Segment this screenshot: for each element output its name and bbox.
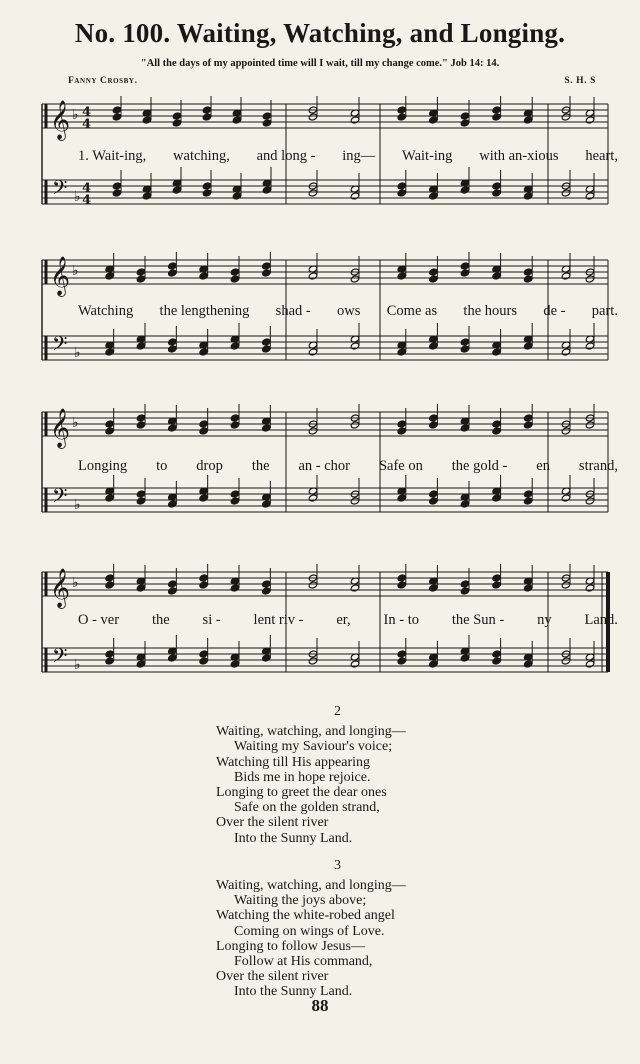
note-head: [397, 494, 406, 502]
note-head: [397, 581, 406, 589]
note-head: [350, 116, 359, 124]
lyrics-line-3: [78, 458, 618, 475]
note-head: [136, 275, 145, 283]
lyric-syllable: Land.: [584, 612, 618, 628]
note-head: [262, 186, 271, 194]
note-head: [172, 186, 181, 194]
note-head: [350, 275, 359, 283]
note-head: [199, 427, 208, 435]
note-head: [262, 269, 271, 277]
flat-icon: ♭: [74, 657, 81, 673]
verse-number: 2: [334, 704, 341, 719]
lyric-syllable: and long -: [256, 148, 316, 164]
lyric-syllable: Watching: [78, 303, 134, 319]
verse-line: Waiting, watching, and longing—: [216, 878, 406, 894]
note-head: [492, 581, 501, 589]
note-head: [199, 657, 208, 665]
tune-credit: S. H. S: [564, 76, 596, 86]
verse-line: Waiting my Saviour's voice;: [234, 739, 393, 755]
note-head: [105, 494, 114, 502]
note-head: [492, 189, 501, 197]
lyric-syllable: to: [156, 458, 168, 474]
verse-line: Bids me in hope rejoice.: [234, 769, 371, 785]
verse-line: Watching the white-robed angel: [216, 908, 395, 924]
note-head: [230, 275, 239, 283]
lyric-syllable: Longing: [78, 458, 128, 474]
note-head: [397, 420, 406, 428]
note-head: [397, 650, 406, 658]
note-head: [523, 116, 532, 124]
note-head: [585, 660, 594, 668]
bass-clef-icon: 𝄢: [52, 332, 68, 360]
note-head: [492, 272, 501, 280]
note-head: [460, 345, 469, 353]
verse-line: Longing to greet the dear ones: [216, 785, 387, 801]
note-head: [172, 119, 181, 127]
note-head: [230, 584, 239, 592]
note-head: [429, 268, 438, 276]
music-system-1: [36, 96, 616, 226]
lyric-syllable: In - to: [383, 612, 419, 628]
note-head: [136, 584, 145, 592]
note-head: [262, 580, 271, 588]
verse-line: Into the Sunny Land.: [234, 984, 353, 1000]
note-head: [230, 490, 239, 498]
note-head: [136, 490, 145, 498]
lyric-syllable: ny: [537, 612, 552, 628]
note-head: [350, 342, 359, 350]
note-head: [136, 497, 145, 505]
note-head: [585, 192, 594, 200]
note-head: [262, 500, 271, 508]
note-head: [232, 116, 241, 124]
verse-line: Safe on the golden strand,: [234, 800, 380, 816]
note-head: [492, 113, 501, 121]
lyric-syllable: shad -: [275, 303, 311, 319]
note-head: [429, 116, 438, 124]
note-head: [168, 262, 177, 270]
note-head: [199, 420, 208, 428]
note-head: [262, 112, 271, 120]
note-head: [308, 494, 317, 502]
note-head: [262, 119, 271, 127]
note-head: [172, 112, 181, 120]
lyric-syllable: de -: [543, 303, 566, 319]
note-head: [308, 113, 317, 121]
lyric-syllable: with an-xious: [479, 148, 559, 164]
verse-3: [216, 858, 516, 1000]
note-head: [350, 660, 359, 668]
lyric-syllable: an - chor: [298, 458, 351, 474]
note-head: [429, 192, 438, 200]
music-system-3: [36, 404, 616, 534]
note-head: [350, 192, 359, 200]
note-head: [105, 272, 114, 280]
verse-line: Coming on wings of Love.: [234, 923, 385, 939]
lyric-syllable: the Sun -: [451, 612, 505, 628]
note-head: [105, 348, 114, 356]
note-head: [523, 421, 532, 429]
note-head: [199, 348, 208, 356]
lyric-syllable: lent riv -: [253, 612, 304, 628]
note-head: [523, 490, 532, 498]
note-head: [460, 424, 469, 432]
note-head: [112, 113, 121, 121]
verse-2: [216, 704, 516, 846]
note-head: [262, 587, 271, 595]
treble-clef-icon: 𝄞: [50, 408, 71, 448]
note-head: [262, 654, 271, 662]
note-head: [460, 500, 469, 508]
note-head: [492, 348, 501, 356]
verse-line: Waiting, watching, and longing—: [216, 724, 406, 740]
note-head: [105, 574, 114, 582]
note-head: [429, 490, 438, 498]
verse-line: Waiting the joys above;: [234, 893, 367, 909]
note-head: [460, 119, 469, 127]
note-head: [350, 497, 359, 505]
note-head: [397, 106, 406, 114]
note-head: [397, 427, 406, 435]
bass-clef-icon: 𝄢: [52, 484, 68, 512]
note-head: [561, 272, 570, 280]
verse-number: 3: [334, 857, 341, 873]
note-head: [492, 574, 501, 582]
note-head: [308, 272, 317, 280]
note-head: [168, 580, 177, 588]
note-head: [142, 116, 151, 124]
note-head: [429, 584, 438, 592]
grand-staff-4: [36, 564, 616, 694]
note-head: [585, 497, 594, 505]
verse-line: Into the Sunny Land.: [234, 830, 353, 846]
note-head: [460, 112, 469, 120]
note-head: [429, 275, 438, 283]
note-head: [308, 189, 317, 197]
treble-clef-icon: 𝄞: [50, 568, 71, 608]
note-head: [105, 581, 114, 589]
note-head: [168, 654, 177, 662]
flat-icon: ♭: [72, 263, 79, 279]
lyric-syllable: er,: [336, 612, 351, 628]
lyric-syllable: part.: [591, 303, 618, 319]
note-head: [105, 420, 114, 428]
lyrics-line-4: [78, 612, 618, 629]
note-head: [460, 269, 469, 277]
note-head: [262, 338, 271, 346]
note-head: [199, 581, 208, 589]
note-head: [230, 660, 239, 668]
time-sig-bottom: 4: [82, 193, 92, 208]
bass-clef-icon: 𝄢: [52, 176, 68, 204]
lyric-syllable: the lengthening: [159, 303, 250, 319]
note-head: [230, 414, 239, 422]
lyric-syllable: si -: [202, 612, 221, 628]
note-head: [230, 342, 239, 350]
time-sig-top: 4: [82, 105, 92, 120]
verse-line: Watching till His appearing: [216, 754, 370, 770]
bass-clef-icon: 𝄢: [52, 644, 68, 672]
note-head: [262, 262, 271, 270]
note-head: [460, 580, 469, 588]
note-head: [202, 189, 211, 197]
note-head: [136, 421, 145, 429]
note-head: [397, 189, 406, 197]
lyric-syllable: the hours: [463, 303, 517, 319]
note-head: [429, 497, 438, 505]
time-sig-top: 4: [82, 181, 92, 196]
page-number: 88: [311, 996, 329, 1015]
flat-icon: ♭: [74, 497, 81, 513]
music-system-2: [36, 252, 616, 382]
note-head: [136, 660, 145, 668]
additional-verses: [216, 704, 516, 1012]
lyric-syllable: O - ver: [78, 612, 120, 628]
lyric-syllable: ows: [337, 303, 361, 319]
note-head: [460, 338, 469, 346]
note-head: [308, 427, 317, 435]
note-head: [199, 650, 208, 658]
note-head: [585, 584, 594, 592]
note-head: [585, 275, 594, 283]
note-head: [585, 421, 594, 429]
note-head: [429, 414, 438, 422]
hymn-title: No. 100. Waiting, Watching, and Longing.: [74, 18, 566, 48]
treble-clef-icon: 𝄞: [50, 256, 71, 296]
note-head: [397, 113, 406, 121]
note-head: [523, 414, 532, 422]
lyric-syllable: the gold -: [451, 458, 508, 474]
note-head: [350, 584, 359, 592]
note-head: [492, 427, 501, 435]
treble-clef-icon: 𝄞: [50, 100, 71, 140]
flat-icon: ♭: [72, 575, 79, 591]
note-head: [105, 427, 114, 435]
lyric-syllable: the: [151, 612, 170, 628]
note-head: [561, 581, 570, 589]
lyrics-line-1: [78, 148, 618, 165]
note-head: [136, 414, 145, 422]
note-head: [308, 657, 317, 665]
note-head: [561, 113, 570, 121]
lyric-syllable: en: [536, 458, 550, 474]
note-head: [561, 427, 570, 435]
note-head: [561, 189, 570, 197]
note-head: [168, 269, 177, 277]
note-head: [112, 182, 121, 190]
verse-line: Over the silent river: [216, 969, 329, 985]
note-head: [168, 424, 177, 432]
note-head: [460, 587, 469, 595]
note-head: [492, 657, 501, 665]
author-credit: Fanny Crosby.: [68, 76, 138, 86]
note-head: [202, 182, 211, 190]
note-head: [262, 345, 271, 353]
note-head: [136, 268, 145, 276]
note-head: [232, 192, 241, 200]
note-head: [585, 116, 594, 124]
lyric-syllable: heart,: [585, 148, 618, 164]
flat-icon: ♭: [74, 189, 81, 205]
note-head: [199, 272, 208, 280]
lyric-syllable: watching,: [173, 148, 230, 164]
verse-line: Longing to follow Jesus—: [216, 938, 365, 954]
note-head: [397, 657, 406, 665]
scripture-epigraph: "All the days of my appointed time will I wait, till my change come." Job 14: 14.: [140, 58, 500, 69]
note-head: [168, 345, 177, 353]
note-head: [523, 342, 532, 350]
note-head: [429, 660, 438, 668]
note-head: [460, 654, 469, 662]
note-head: [429, 342, 438, 350]
note-head: [492, 420, 501, 428]
verse-line: Follow at His command,: [234, 954, 373, 970]
note-head: [202, 106, 211, 114]
note-head: [262, 424, 271, 432]
lyric-syllable: ing—: [342, 148, 376, 164]
note-head: [523, 497, 532, 505]
note-head: [397, 574, 406, 582]
note-head: [523, 584, 532, 592]
note-head: [230, 421, 239, 429]
note-head: [397, 182, 406, 190]
note-head: [523, 275, 532, 283]
note-head: [136, 342, 145, 350]
note-head: [492, 650, 501, 658]
note-head: [308, 581, 317, 589]
lyric-syllable: Come as: [386, 303, 438, 319]
lyric-syllable: drop: [196, 458, 223, 474]
flat-icon: ♭: [72, 107, 79, 123]
note-head: [308, 348, 317, 356]
lyric-syllable: Wait-ing: [402, 148, 453, 164]
time-sig-bottom: 4: [82, 117, 92, 132]
note-head: [523, 192, 532, 200]
lyric-syllable: 1. Wait-ing,: [78, 148, 147, 164]
lyric-syllable: strand,: [578, 458, 618, 474]
note-head: [142, 192, 151, 200]
note-head: [230, 268, 239, 276]
note-head: [199, 494, 208, 502]
note-head: [112, 189, 121, 197]
note-head: [397, 348, 406, 356]
note-head: [230, 497, 239, 505]
verse-line: Over the silent river: [216, 815, 329, 831]
note-head: [561, 348, 570, 356]
note-head: [350, 421, 359, 429]
note-head: [168, 587, 177, 595]
note-head: [199, 574, 208, 582]
flat-icon: ♭: [72, 415, 79, 431]
flat-icon: ♭: [74, 345, 81, 361]
lyric-syllable: the: [251, 458, 270, 474]
note-head: [202, 113, 211, 121]
lyric-syllable: Safe on: [378, 458, 423, 474]
note-head: [561, 494, 570, 502]
note-head: [429, 421, 438, 429]
note-head: [112, 106, 121, 114]
note-head: [168, 500, 177, 508]
note-head: [168, 338, 177, 346]
note-head: [105, 657, 114, 665]
note-head: [523, 268, 532, 276]
note-head: [105, 650, 114, 658]
note-head: [523, 660, 532, 668]
note-head: [397, 272, 406, 280]
note-head: [460, 186, 469, 194]
note-head: [460, 262, 469, 270]
music-system-4: [36, 564, 616, 694]
note-head: [561, 657, 570, 665]
note-head: [492, 494, 501, 502]
lyrics-line-2: [78, 303, 618, 320]
note-head: [492, 106, 501, 114]
note-head: [585, 342, 594, 350]
note-head: [492, 182, 501, 190]
